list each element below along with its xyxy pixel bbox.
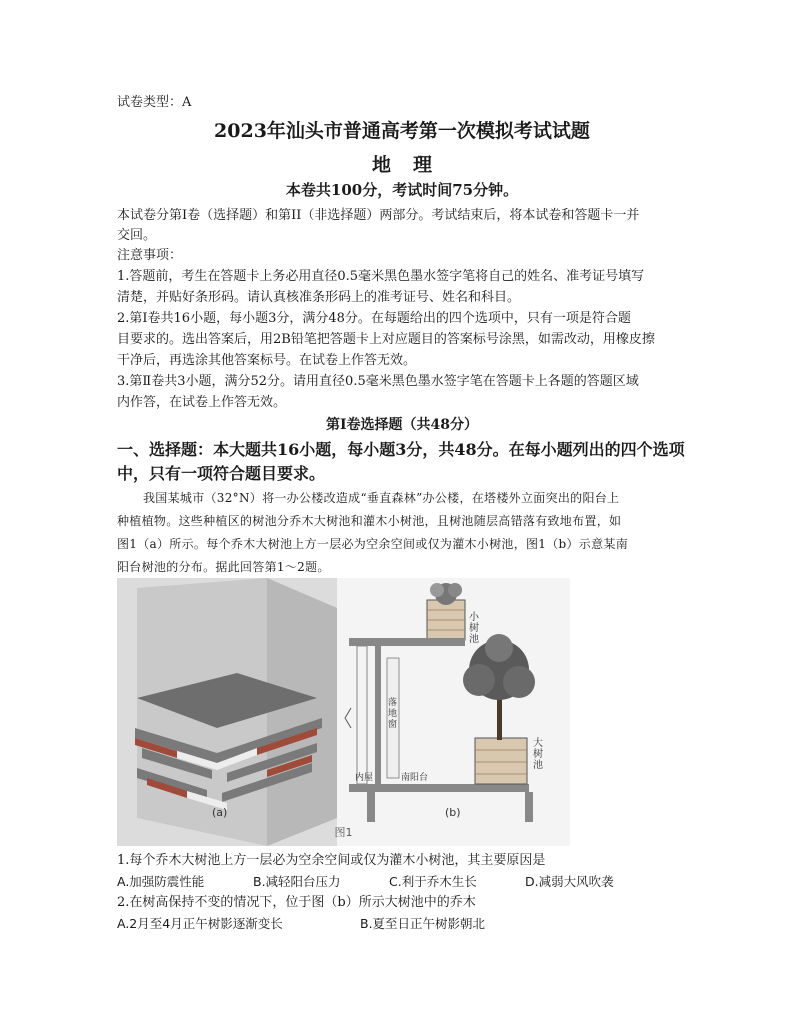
material-line: 图1（a）所示。每个乔木大树池上方一层必为空余空间或仅为灌木小树池，图1（b）示意某南: [117, 537, 629, 551]
q1-option-a[interactable]: A.加强防震性能: [117, 874, 205, 889]
section-instruction: 中，只有一项符合题目要求。: [117, 464, 326, 483]
figure-1b-section: [337, 578, 570, 846]
section-title: 第Ⅰ卷选择题（共48分）: [325, 417, 479, 433]
subject-title: 地理: [371, 154, 454, 176]
notice-line: 干净后，再选涂其他答案标号。在试卷上作答无效。: [117, 353, 417, 368]
q2-option-b[interactable]: B.夏至日正午树影朝北: [360, 916, 486, 931]
notice-line: 内作答，在试卷上作答无效。: [117, 395, 287, 410]
notice-line: 目要求的。选出答案后，用2B铅笔把答题卡上对应题目的答案标号涂黑，如需改动，用橡皮擦: [117, 332, 655, 347]
question-2-stem: 2.在树高保持不变的情况下，位于图（b）所示大树池中的乔木: [117, 895, 476, 910]
notice-line: 清楚，并贴好条形码。请认真核准条形码上的准考证号、姓名和科目。: [117, 290, 521, 305]
material-line: 种植植物。这些种植区的树池分乔木大树池和灌木小树池，且树池随层高错落有致地布置，如: [117, 514, 622, 528]
large-pool-label: 大树池: [533, 738, 543, 771]
q1-option-d[interactable]: D.减弱大风吹袭: [525, 874, 614, 889]
window-label: 落地窗: [388, 698, 398, 730]
notice-title: 注意事项：: [117, 248, 183, 263]
notice-line: 3.第Ⅱ卷共3小题，满分52分。请用直径0.5毫米黑色墨水签字笔在答题卡上各题的答题区域: [117, 374, 639, 389]
q2-option-a[interactable]: A.2月至4月正午树影逐渐变长: [117, 916, 283, 931]
question-1-stem: 1.每个乔木大树池上方一层必为空余空间或仅为灌木小树池，其主要原因是: [117, 853, 546, 868]
paper-type: 试卷类型：A: [117, 95, 192, 110]
figure-1: [117, 578, 570, 846]
section-instruction: 一、选择题：本大题共16小题，每小题3分，共48分。在每小题列出的四个选项: [117, 440, 685, 459]
intro-line: 本试卷分第Ⅰ卷（选择题）和第II（非选择题）两部分。考试结束后，将本试卷和答题卡一并: [117, 208, 640, 223]
indoor-label: 内屋: [355, 773, 374, 783]
intro-line: 交回。: [117, 228, 157, 243]
small-pool-label: 小树池: [469, 612, 479, 645]
notice-line: 2.第Ⅰ卷共16小题，每小题3分，满分48分。在每题给出的四个选项中，只有一项是符合题: [117, 311, 631, 326]
figure-label-a: (a): [212, 806, 228, 819]
exam-info: 本卷共100分，考试时间75分钟。: [285, 181, 519, 199]
notice-line: 1.答题前，考生在答题卡上务必用直径0.5毫米黑色墨水签字笔将自己的姓名、准考证号填写: [117, 269, 645, 284]
figure-label-b: (b): [445, 806, 461, 819]
figure-1a-building: [117, 578, 337, 846]
material-line: 我国某城市（32°N）将一办公楼改造成“垂直森林”办公楼，在塔楼外立面突出的阳台上: [143, 491, 620, 505]
figure-caption: 图1: [334, 826, 353, 839]
material-line: 阳台树池的分布。据此回答第1～2题。: [117, 560, 330, 574]
q1-option-c[interactable]: C.利于乔木生长: [389, 874, 477, 889]
q1-option-b[interactable]: B.减轻阳台压力: [253, 874, 341, 889]
exam-title: 2023年汕头市普通高考第一次模拟考试试题: [214, 120, 590, 142]
balcony-label: 南阳台: [401, 773, 429, 783]
